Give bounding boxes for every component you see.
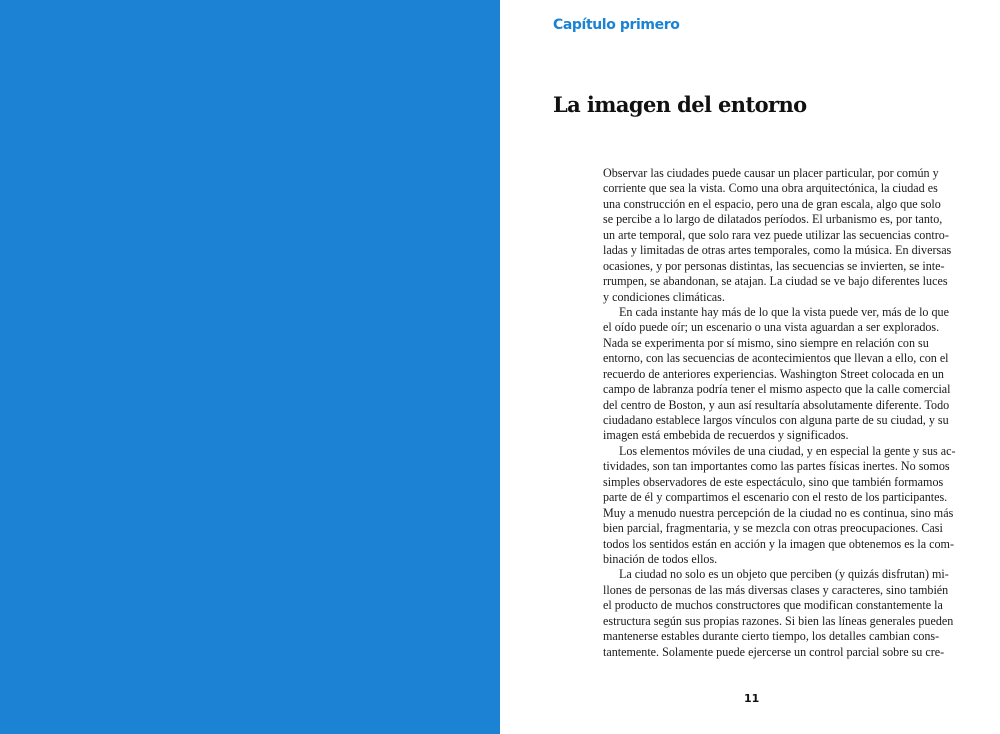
text-line: tividades, son tan importantes como las partes físicas inertes. No somos [603,459,950,474]
text-line: simples observadores de este espectáculo, sino que también formamos [603,474,944,489]
text-line: y condiciones climáticas. [603,289,725,304]
text-line: En cada instante hay más de lo que la vista puede ver, más de lo que [619,304,949,319]
text-line: ladas y limitadas de otras artes temporales, como la música. En diversas [603,243,952,258]
text-line: un arte temporal, que solo rara vez puede utilizar las secuencias contro- [603,227,949,242]
text-line: campo de labranza podría tener el mismo aspecto que la calle comercial [603,382,951,397]
text-line: binación de todos ellos. [603,551,718,566]
text-line: estructura según sus propias razones. Si bien las líneas generales pueden [603,613,954,628]
text-line: entorno, con las secuencias de acontecimientos que llevan a ello, con el [603,351,949,366]
text-line: parte de él y compartimos el escenario con el resto de los participantes. [603,490,948,505]
chapter-label: Capítulo primero [553,17,680,33]
text-line: todos los sentidos están en acción y la imagen que obtenemos es la com- [603,536,954,551]
text-line: rrumpen, se abandonan, se atajan. La ciudad se ve bajo diferentes luces [603,274,948,289]
text-line: ocasiones, y por personas distintas, las secuencias se invierten, se inte- [603,258,945,273]
text-line: Observar las ciudades puede causar un placer particular, por común y [603,166,939,180]
text-line: La ciudad no solo es un objeto que perciben (y quizás disfrutan) mi- [619,567,949,582]
text-line: corriente que sea la vista. Como una obra arquitectónica, la ciudad es [603,181,938,196]
text-line: llones de personas de las más diversas clases y caracteres, sino también [603,582,949,597]
text-line: se percibe a lo largo de dilatados períodos. El urbanismo es, por tanto, [603,212,943,227]
text-line: bien parcial, fragmentaria, y se mezcla con otras preocupaciones. Casi [603,521,943,536]
text-line: Los elementos móviles de una ciudad, y en especial la gente y sus ac- [619,443,956,458]
chapter-title: La imagen del entorno [553,92,807,117]
text-line: Muy a menudo nuestra percepción de la ciudad no es continua, sino más [603,505,954,520]
text-line: Nada se experimenta por sí mismo, sino siempre en relación con su [603,335,929,350]
text-line: mantenerse estables durante cierto tiempo, los detalles cambian cons- [603,629,940,644]
page-number: 11 [744,692,760,705]
text-line: ciudadano establece largos vínculos con alguna parte de su ciudad, y su [603,413,949,427]
body-text [603,166,956,660]
text-line: del centro de Boston, y aun así resultaría absolutamente diferente. Todo [603,397,950,412]
text-line: imagen está embebida de recuerdos y significados. [603,428,849,443]
text-line: el oído puede oír; un escenario o una vista aguardan a ser explorados. [603,320,940,335]
text-line: el producto de muchos constructores que modifican constantemente la [603,598,943,613]
text-line: una construcción en el espacio, pero una de gran escala, algo que solo [603,196,941,211]
text-line: tantemente. Solamente puede ejercerse un control parcial sobre su cre- [603,644,945,659]
text-line: recuerdo de anteriores experiencias. Washington Street colocada en un [603,366,944,381]
